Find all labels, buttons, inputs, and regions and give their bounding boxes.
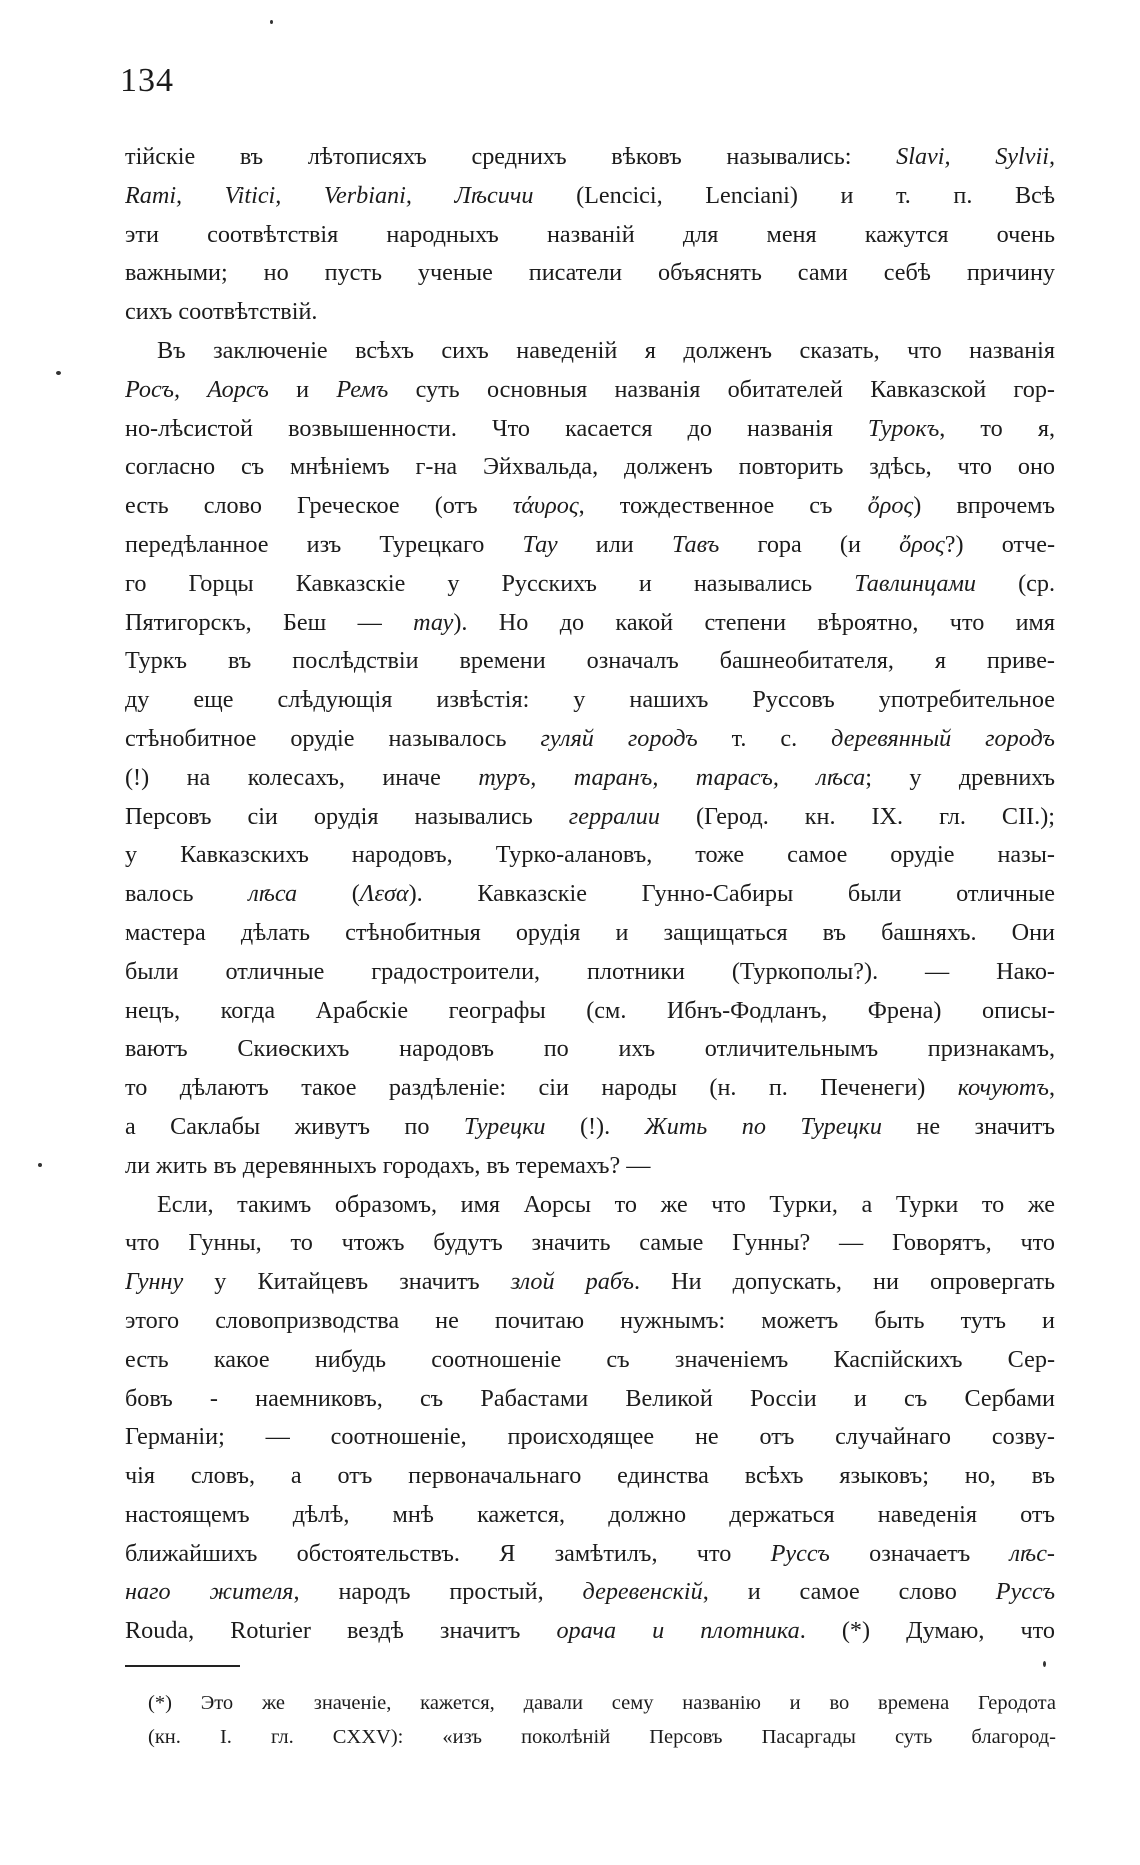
- text-run: что Гунны, то чтожъ будутъ значить самые Гунны? — Говорятъ, что: [125, 1229, 1055, 1257]
- text-run: , и самое слово: [702, 1578, 996, 1606]
- text-run: Rouda, Roturier вездѣ значитъ: [125, 1617, 557, 1645]
- text-run: ду еще слѣдующія извѣстія: у нашихъ Руссовъ употребительное: [125, 686, 1055, 714]
- text-line: [125, 138, 1055, 177]
- text-run: валось: [125, 880, 249, 908]
- italic-run: Slavi, Sylvii,: [896, 143, 1055, 170]
- italic-run: Турокъ: [867, 414, 940, 442]
- text-run: а Саклабы живутъ по: [125, 1112, 464, 1140]
- text-line: [125, 565, 1055, 604]
- print-speck: [56, 371, 61, 375]
- text-run: Если, такимъ образомъ, имя Аорсы то же что Турки, а Турки то же: [157, 1190, 1055, 1218]
- text-run: (Lencici, Lenciani) и т. п. Всѣ: [533, 181, 1055, 209]
- print-speck: [38, 1163, 42, 1167]
- italic-run: герралии: [568, 802, 660, 830]
- text-line: [125, 1302, 1055, 1341]
- text-line: [125, 526, 1055, 565]
- italic-run: τάυρος: [512, 492, 579, 520]
- text-run: ?) отче-: [944, 530, 1055, 558]
- italic-run: Тавлинцами: [854, 569, 977, 597]
- text-run: мастера дѣлать стѣнобитныя орудія и защищаться въ башняхъ. Они: [125, 918, 1055, 946]
- text-run: согласно съ мнѣніемъ г-на Эйхвальда, долженъ повторить здѣсь, что оно: [125, 453, 1055, 481]
- italic-run: наго жителя: [125, 1578, 294, 1606]
- italic-run: Руссъ: [770, 1539, 830, 1567]
- text-run: были отличные градостроители, плотники (Туркополы?). — Нако-: [125, 957, 1055, 985]
- text-line: [125, 448, 1055, 487]
- italic-run: лѣса: [248, 880, 298, 908]
- italic-run: тау: [413, 608, 454, 636]
- text-run: (кн. I. гл. CXXV): «изъ поколѣній Персовъ Пасаргады суть благород-: [148, 1726, 1056, 1748]
- text-run: у Китайцевъ значитъ: [183, 1268, 511, 1296]
- text-line: [125, 177, 1055, 216]
- text-run: у Кавказскихъ народовъ, Турко-алановъ, тоже самое орудіе назы-: [125, 841, 1055, 869]
- print-speck: [1043, 1661, 1046, 1667]
- text-line: [125, 1263, 1055, 1302]
- text-line: [125, 1147, 1055, 1186]
- text-run: ближайшихъ обстоятельствъ. Я замѣтилъ, что: [125, 1539, 771, 1567]
- text-run: , народъ простый,: [293, 1578, 583, 1606]
- text-line: [125, 371, 1055, 410]
- text-run: нецъ, когда Арабскіе географы (см. Ибнъ-Фодланъ, Френа) описы-: [125, 996, 1055, 1024]
- text-run: гора (и: [719, 530, 900, 558]
- text-line: [125, 836, 1055, 875]
- text-run: ,: [1048, 1074, 1055, 1102]
- text-run: настоящемъ дѣлѣ, мнѣ кажется, должно держаться наведенія отъ: [125, 1500, 1055, 1528]
- text-line: [125, 720, 1055, 759]
- italic-run: Гунну: [125, 1268, 184, 1296]
- italic-run: кочуютъ: [957, 1074, 1049, 1102]
- text-run: стѣнобитное орудіе называлось: [125, 724, 541, 752]
- text-run: означаетъ: [829, 1539, 1010, 1567]
- text-run: (: [297, 880, 360, 908]
- text-run: . Ни допускать, ни опровергать: [634, 1268, 1055, 1296]
- text-line: [125, 681, 1055, 720]
- text-run: . (*) Думаю, что: [799, 1617, 1055, 1645]
- text-run: ли жить въ деревянныхъ городахъ, въ теремахъ? —: [125, 1151, 651, 1179]
- text-run: (!).: [545, 1112, 645, 1140]
- text-line: [125, 1612, 1055, 1651]
- text-run: (*) Это же значеніе, кажется, давали сему названію и во времена Геродота: [148, 1692, 1056, 1714]
- italic-run: лѣс-: [1009, 1539, 1055, 1567]
- text-run: тійскіе въ лѣтописяхъ среднихъ вѣковъ назывались:: [125, 143, 897, 170]
- text-line: [125, 410, 1055, 449]
- text-run: Германіи; — соотношеніе, происходящее не отъ случайнаго созву-: [125, 1423, 1055, 1451]
- text-line: [125, 1030, 1055, 1069]
- text-line: [125, 1535, 1055, 1574]
- text-run: Пятигорскъ, Беш —: [125, 608, 414, 636]
- italic-run: Rami, Vitici, Verbiani, Лѣсичи: [125, 181, 534, 209]
- italic-run: злой рабъ: [510, 1268, 634, 1296]
- text-run: то дѣлаютъ такое раздѣленіе: сіи народы (н. п. Печенеги): [125, 1074, 958, 1102]
- text-run: суть основныя названія обитателей Кавказской гор-: [388, 375, 1055, 403]
- text-run: т. с.: [697, 724, 832, 752]
- text-run: или: [557, 530, 672, 558]
- text-run: , то я,: [939, 414, 1055, 442]
- italic-run: гуляй городъ: [540, 724, 698, 752]
- text-line: [125, 1186, 1055, 1225]
- body-text: [125, 138, 1055, 1651]
- text-line: [125, 1496, 1055, 1535]
- text-line: [125, 1418, 1055, 1457]
- text-run: (ср.: [976, 569, 1055, 597]
- text-run: есть слово Греческое (отъ: [125, 492, 513, 520]
- text-run: передѣланное изъ Турецкаго: [125, 530, 523, 558]
- italic-run: Жить по Турецки: [644, 1112, 882, 1140]
- text-run: , тождественное съ: [578, 492, 868, 520]
- text-run: Туркъ въ послѣдствіи времени означалъ башнеобитателя, я приве-: [125, 647, 1055, 675]
- text-run: ; у древнихъ: [865, 763, 1055, 791]
- italic-run: деревенскій: [582, 1578, 703, 1606]
- text-run: есть какое нибудь соотношеніе съ значеніемъ Каспійскихъ Сер-: [125, 1345, 1055, 1373]
- text-run: Персовъ сіи орудія назывались: [125, 802, 569, 830]
- text-run: важными; но пусть ученые писатели объяснять сами себѣ причину: [125, 259, 1055, 287]
- text-run: ). Кавказскіе Гунно-Сабиры были отличные: [408, 880, 1055, 908]
- text-run: ) впрочемъ: [913, 492, 1055, 520]
- text-line: [125, 1380, 1055, 1419]
- text-run: Въ заключеніе всѣхъ сихъ наведеній я долженъ сказать, что названія: [157, 336, 1055, 364]
- text-line: [125, 642, 1055, 681]
- text-run: и: [268, 375, 337, 403]
- text-line: [125, 254, 1055, 293]
- text-run: го Горцы Кавказскіе у Русскихъ и назывались: [125, 569, 855, 597]
- text-line: [125, 759, 1055, 798]
- text-line: [125, 1108, 1055, 1147]
- text-run: ). Но до какой степени вѣроятно, что имя: [453, 608, 1055, 636]
- text-line: [125, 798, 1055, 837]
- text-line: [125, 1457, 1055, 1496]
- text-run: бовъ - наемниковъ, съ Рабастами Великой Россіи и съ Сербами: [125, 1384, 1055, 1412]
- text-line: [125, 1573, 1055, 1612]
- text-run: этого словопризводства не почитаю нужнымъ: можетъ быть тутъ и: [125, 1306, 1055, 1334]
- italic-run: Тау: [522, 530, 558, 558]
- text-line: [125, 1224, 1055, 1263]
- text-run: ваютъ Скиѳскихъ народовъ по ихъ отличительнымъ признакамъ,: [125, 1035, 1055, 1063]
- text-run: сихъ соотвѣтствій.: [125, 298, 318, 326]
- page-number: 134: [120, 62, 174, 99]
- footnote: [148, 1686, 1056, 1754]
- italic-run: Λεσα: [359, 880, 409, 908]
- text-line: [125, 953, 1055, 992]
- footnote-line: [148, 1686, 1056, 1720]
- text-run: не значитъ: [881, 1112, 1055, 1140]
- italic-run: ὄρος: [899, 530, 945, 558]
- footnote-rule: [125, 1665, 240, 1667]
- text-line: [125, 1341, 1055, 1380]
- text-line: [125, 1069, 1055, 1108]
- text-line: [125, 875, 1055, 914]
- italic-run: деревянный городъ: [831, 724, 1055, 752]
- text-line: [125, 332, 1055, 371]
- italic-run: Руссъ: [995, 1578, 1055, 1606]
- text-run: эти соотвѣтствія народныхъ названій для меня кажутся очень: [125, 220, 1055, 248]
- text-run: (!) на колесахъ, иначе: [125, 763, 479, 791]
- italic-run: Росъ, Аорсъ: [125, 375, 269, 403]
- italic-run: ὄρος: [867, 492, 914, 520]
- italic-run: туръ, таранъ, тарасъ, лѣса: [478, 763, 866, 791]
- text-line: [125, 293, 1055, 332]
- text-line: [125, 604, 1055, 643]
- footnote-line: [148, 1720, 1056, 1754]
- text-run: (Герод. кн. IX. гл. CII.);: [659, 802, 1055, 830]
- text-line: [125, 487, 1055, 526]
- print-speck: [270, 20, 273, 24]
- text-run: но-лѣсистой возвышенности. Что касается до названія: [125, 414, 868, 442]
- text-line: [125, 992, 1055, 1031]
- text-line: [125, 216, 1055, 255]
- italic-run: Турецки: [463, 1112, 546, 1140]
- text-line: [125, 914, 1055, 953]
- italic-run: Тавъ: [671, 530, 720, 558]
- text-run: чія словъ, а отъ первоначальнаго единства всѣхъ языковъ; но, въ: [125, 1462, 1055, 1490]
- italic-run: Ремъ: [336, 375, 389, 403]
- italic-run: орача и плотника: [556, 1617, 800, 1645]
